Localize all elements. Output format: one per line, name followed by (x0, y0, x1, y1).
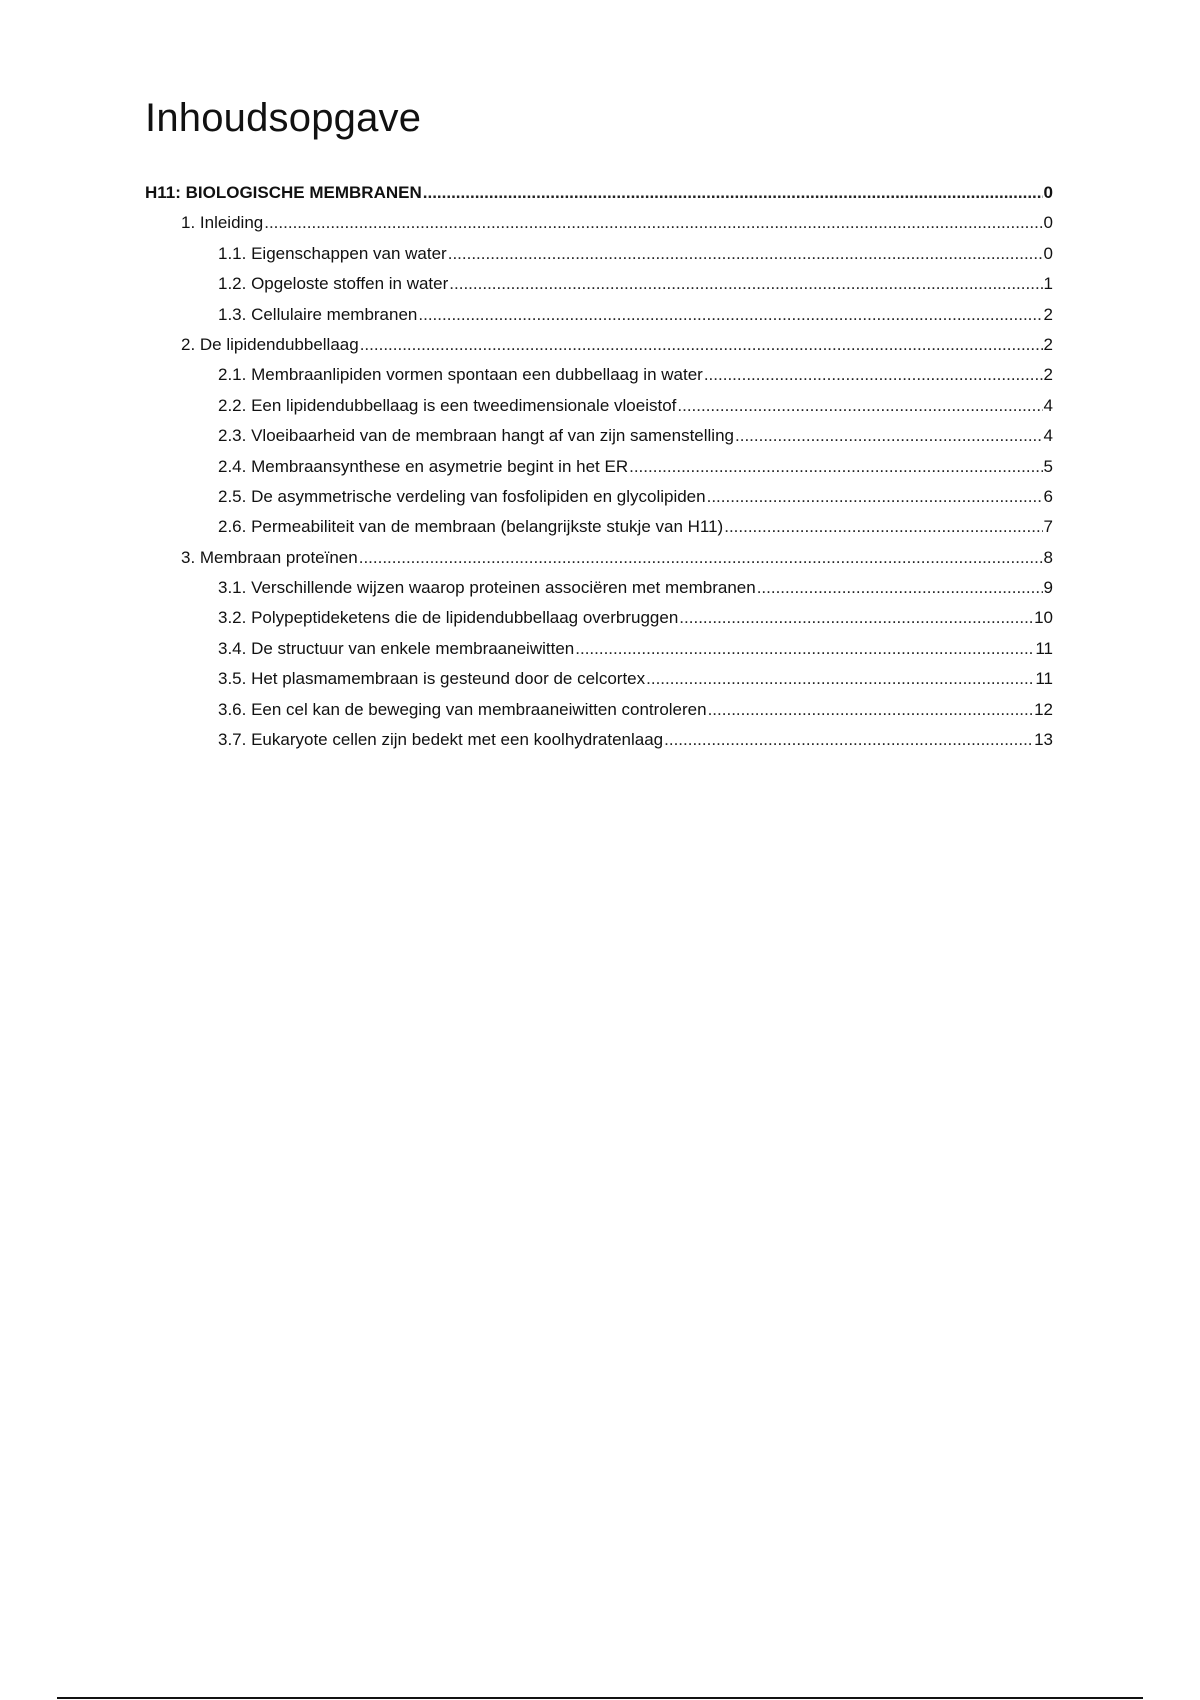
toc-entry-1-1[interactable] (145, 239, 1053, 269)
page-title: Inhoudsopgave (145, 96, 422, 140)
toc-entry-text: 2.3. Vloeibaarheid van de membraan hangt af van zijn samenstelling (218, 426, 734, 446)
toc-entry-page: 2 (1043, 304, 1053, 324)
toc-entry-page: 4 (1043, 395, 1053, 415)
toc-leader-dots (360, 330, 1043, 360)
toc-leader-dots (423, 178, 1043, 208)
toc-entry-3[interactable] (145, 543, 1053, 573)
toc-leader-dots (664, 725, 1033, 755)
toc-entry-text: 1. Inleiding (181, 213, 264, 233)
toc-entry-page: 7 (1043, 517, 1053, 537)
toc-entry-page: 13 (1034, 730, 1053, 750)
toc-entry-text: 2.1. Membraanlipiden vormen spontaan een dubbellaag in water (218, 365, 703, 385)
toc-leader-dots (418, 300, 1042, 330)
toc-entry-page: 8 (1043, 547, 1053, 567)
toc-entry-3-7[interactable] (145, 725, 1053, 755)
toc-leader-dots (575, 634, 1034, 664)
toc-leader-dots (735, 421, 1043, 451)
table-of-contents (145, 178, 1053, 755)
toc-entry-page: 4 (1043, 426, 1053, 446)
toc-entry-page: 0 (1043, 183, 1053, 202)
toc-leader-dots (677, 391, 1042, 421)
toc-entry-1[interactable] (145, 208, 1053, 238)
toc-entry-text: 3.5. Het plasmamembraan is gesteund door de celcortex (218, 669, 646, 689)
toc-entry-text: 3.1. Verschillende wijzen waarop proteinen associëren met membranen (218, 578, 756, 598)
toc-entry-3-5[interactable] (145, 664, 1053, 694)
toc-leader-dots (757, 573, 1043, 603)
toc-entry-text: 3.4. De structuur van enkele membraaneiwitten (218, 638, 575, 658)
toc-entry-text: 2.6. Permeabiliteit van de membraan (belangrijkste stukje van H11) (218, 517, 724, 537)
toc-entry-page: 2 (1043, 365, 1053, 385)
toc-entry-text: 3. Membraan proteïnen (181, 547, 358, 567)
toc-leader-dots (724, 512, 1042, 542)
toc-leader-dots (264, 208, 1042, 238)
toc-entry-2-5[interactable] (145, 482, 1053, 512)
toc-entry-text: 1.3. Cellulaire membranen (218, 304, 418, 324)
toc-entry-page: 5 (1043, 456, 1053, 476)
toc-entry-text: 3.7. Eukaryote cellen zijn bedekt met een koolhydratenlaag (218, 730, 664, 750)
toc-entry-page: 12 (1034, 699, 1053, 719)
toc-entry-h11[interactable] (145, 178, 1053, 208)
toc-leader-dots (679, 603, 1033, 633)
toc-entry-page: 2 (1043, 334, 1053, 354)
toc-entry-page: 6 (1043, 486, 1053, 506)
toc-entry-text: 1.2. Opgeloste stoffen in water (218, 274, 449, 294)
toc-entry-text: H11: BIOLOGISCHE MEMBRANEN (145, 183, 422, 202)
toc-entry-3-1[interactable] (145, 573, 1053, 603)
toc-entry-3-4[interactable] (145, 634, 1053, 664)
toc-entry-page: 11 (1035, 638, 1053, 658)
footer-divider (57, 1697, 1143, 1699)
toc-entry-text: 3.6. Een cel kan de beweging van membraaneiwitten controleren (218, 699, 707, 719)
toc-entry-3-2[interactable] (145, 603, 1053, 633)
toc-leader-dots (704, 360, 1043, 390)
toc-entry-3-6[interactable] (145, 695, 1053, 725)
toc-entry-text: 2. De lipidendubbellaag (181, 334, 359, 354)
toc-entry-page: 0 (1043, 243, 1053, 263)
toc-leader-dots (629, 452, 1042, 482)
toc-leader-dots (646, 664, 1034, 694)
toc-entry-2-2[interactable] (145, 391, 1053, 421)
toc-entry-2-1[interactable] (145, 360, 1053, 390)
toc-entry-text: 3.2. Polypeptideketens die de lipidendubbellaag overbruggen (218, 608, 679, 628)
toc-leader-dots (707, 482, 1043, 512)
toc-entry-text: 1.1. Eigenschappen van water (218, 243, 447, 263)
toc-leader-dots (359, 543, 1043, 573)
toc-entry-text: 2.4. Membraansynthese en asymetrie begint in het ER (218, 456, 629, 476)
toc-leader-dots (448, 239, 1043, 269)
toc-entry-2-4[interactable] (145, 452, 1053, 482)
toc-entry-2[interactable] (145, 330, 1053, 360)
toc-entry-text: 2.2. Een lipidendubbellaag is een tweedimensionale vloeistof (218, 395, 677, 415)
toc-leader-dots (449, 269, 1042, 299)
toc-entry-page: 0 (1043, 213, 1053, 233)
toc-entry-page: 11 (1035, 669, 1053, 689)
toc-entry-1-2[interactable] (145, 269, 1053, 299)
toc-entry-2-3[interactable] (145, 421, 1053, 451)
toc-leader-dots (708, 695, 1034, 725)
toc-entry-2-6[interactable] (145, 512, 1053, 542)
toc-entry-page: 10 (1034, 608, 1053, 628)
toc-entry-text: 2.5. De asymmetrische verdeling van fosfolipiden en glycolipiden (218, 486, 706, 506)
toc-entry-page: 1 (1043, 274, 1053, 294)
toc-entry-page: 9 (1043, 578, 1053, 598)
toc-entry-1-3[interactable] (145, 300, 1053, 330)
